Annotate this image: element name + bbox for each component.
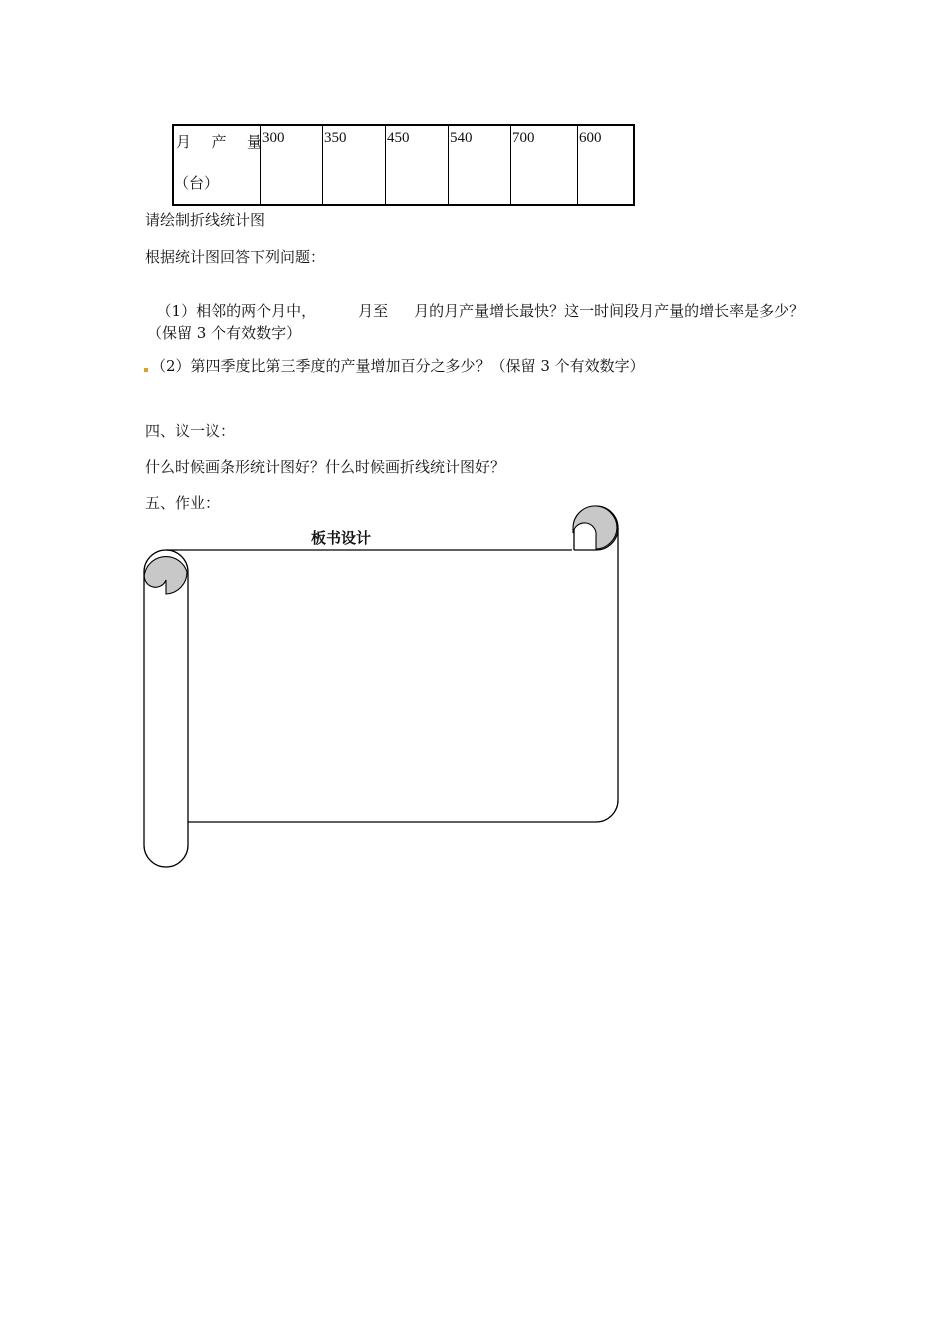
question-2: （2）第四季度比第三季度的产量增加百分之多少？（保留 3 个有效数字） — [151, 357, 645, 375]
draw-prompt: 请绘制折线统计图 — [145, 211, 266, 229]
question-1-part-a: （1）相邻的两个月中， — [156, 302, 317, 320]
question-1-note: （保留 3 个有效数字） — [147, 324, 302, 342]
question-1-part-b: 月至 — [358, 302, 389, 320]
label-unit: （台） — [174, 176, 220, 192]
label-char-2: 产 — [211, 135, 227, 151]
table-cell: 350 — [323, 125, 386, 205]
table-cell: 300 — [261, 125, 323, 205]
answer-prompt: 根据统计图回答下列问题： — [145, 248, 326, 266]
section-5-heading: 五、作业： — [145, 494, 221, 512]
section-4-heading: 四、议一议： — [145, 422, 236, 440]
table-cell: 700 — [511, 125, 578, 205]
table-cell: 450 — [386, 125, 449, 205]
board-design-title: 板书设计 — [311, 529, 372, 547]
discussion-question: 什么时候画条形统计图好？什么时候画折线统计图好？ — [145, 458, 506, 476]
label-char-3: 量 — [246, 135, 262, 151]
table-cell: 600 — [578, 125, 635, 205]
table-cell: 540 — [449, 125, 511, 205]
label-char-1: 月 — [176, 135, 192, 151]
question-1-part-c: 月的月产量增长最快？这一时间段月产量的增长率是多少？ — [414, 302, 805, 320]
